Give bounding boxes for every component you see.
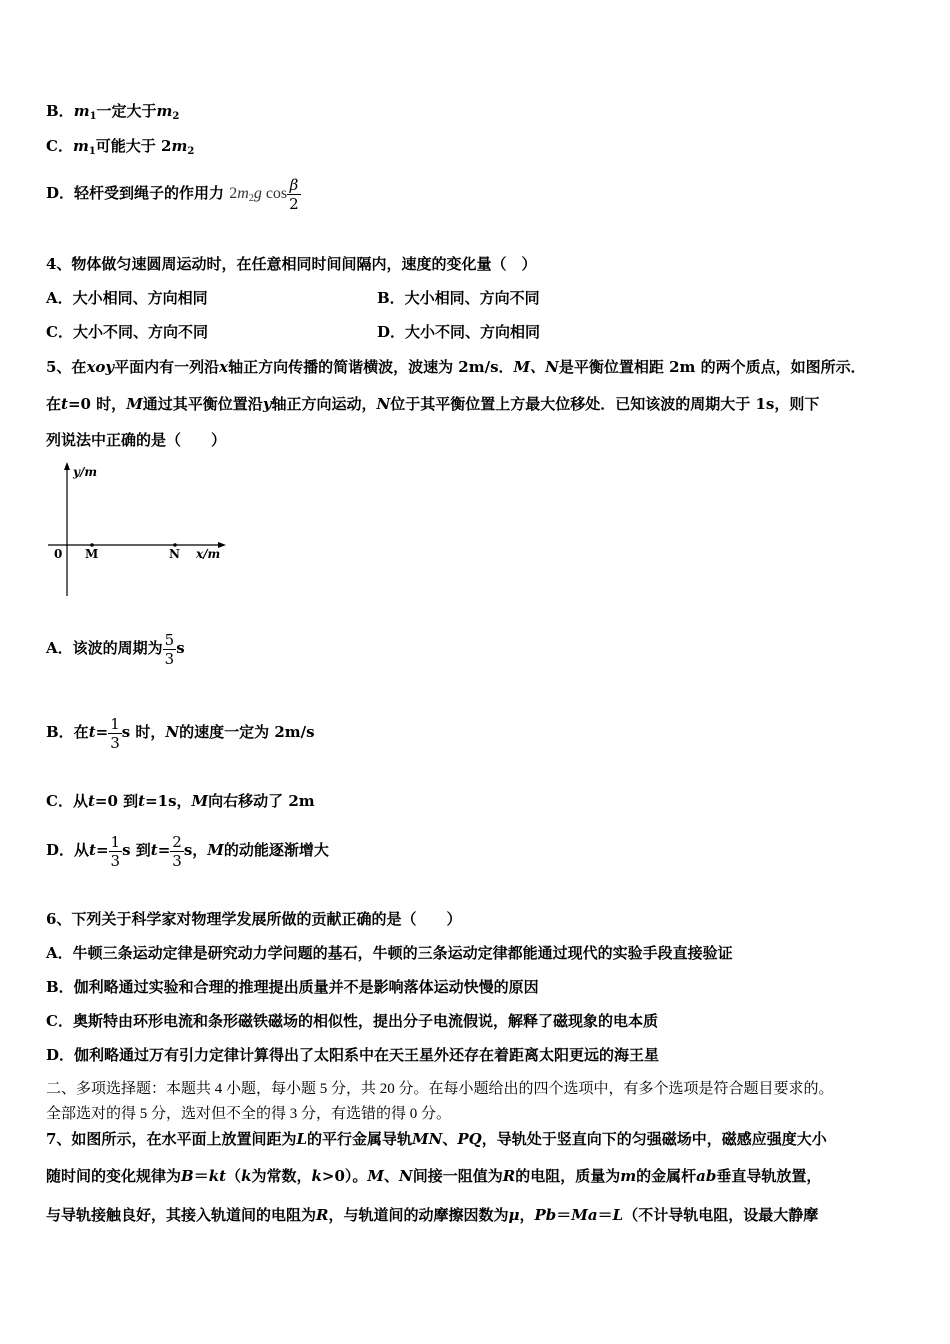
y-axis-arrow (64, 462, 70, 470)
force-formula: $2m_2g$ cos (229, 185, 288, 204)
label-n: N (169, 547, 180, 561)
q5-stem-line3: 列说法中正确的是（ ） (46, 431, 227, 449)
time-fraction-b: $\frac{1}{3}$ (110, 714, 120, 752)
y-axis-label: y/m (73, 465, 98, 479)
q5-option-c: C．从t=0 到t=1s，M向右移动了 2m (46, 792, 315, 810)
q4-stem: 4、物体做匀速圆周运动时，在任意相同时间间隔内，速度的变化量（ ） (46, 255, 537, 273)
time-fraction-d2: $\frac{2}{3}$ (172, 832, 182, 870)
q4-option-c: C．大小不同、方向不同 (46, 323, 208, 341)
q6-option-a: A．牛顿三条运动定律是研究动力学问题的基石，牛顿的三条运动定律都能通过现代的实验手段直接验证 (46, 944, 733, 962)
q7-stem-line1: 7、如图所示，在水平面上放置间距为L的平行金属导轨MN、PQ，导轨处于竖直向下的匀强磁场中，磁感应强度大小 (46, 1130, 827, 1148)
q4-option-b: B．大小相同、方向不同 (377, 289, 540, 307)
q6-option-c: C．奥斯特由环形电流和条形磁铁磁场的相似性，提出分子电流假说，解释了磁现象的电本质 (46, 1012, 658, 1030)
q4-option-a: A．大小相同、方向相同 (46, 289, 208, 307)
q5-option-b: B．在t= $\frac{1}{3}$ s 时，N的速度一定为 2m/s (46, 714, 315, 752)
q3-option-c: C．$m_1$可能大于 $2m_2$ (46, 137, 195, 157)
wave-figure (44, 458, 234, 603)
q5-stem-line1: 5、在xoy平面内有一列沿x轴正方向传播的简谐横波，波速为 2m/s．M、N是平衡位置相距 2m 的两个质点，如图所示． (46, 358, 866, 376)
q6-option-b: B．伽利略通过实验和合理的推理提出质量并不是影响落体运动快慢的原因 (46, 978, 539, 996)
beta-half-fraction: $\frac{\beta}{2}$ (289, 175, 299, 213)
q3-option-d: D．轻杆受到绳子的作用力 $2m_2g$ cos $\frac{\beta}{2}$ (46, 175, 299, 213)
origin-label: 0 (54, 547, 63, 561)
q5-option-a: A．该波的周期为 $\frac{5}{3}$ s (46, 630, 185, 668)
label-m: M (85, 547, 99, 561)
q6-option-d: D．伽利略通过万有引力定律计算得出了太阳系中在天王星外还存在着距离太阳更远的海王星 (46, 1046, 660, 1064)
q4-option-d: D．大小不同、方向相同 (377, 323, 541, 341)
section2-heading-line1: 二、多项选择题：本题共 4 小题，每小题 5 分，共 20 分。在每小题给出的四个选项中，有多个选项是符合题目要求的。 (46, 1081, 834, 1097)
time-fraction-d1: $\frac{1}{3}$ (110, 832, 121, 870)
q7-stem-line3: 与导轨接触良好，其接入轨道间的电阻为R，与轨道间的动摩擦因数为μ，Pb＝Ma＝L（不计导轨电阻，设最大静摩 (46, 1206, 819, 1224)
section2-heading-line2: 全部选对的得 5 分，选对但不全的得 3 分，有选错的得 0 分。 (46, 1106, 452, 1122)
q5-stem-line2: 在t=0 时，M通过其平衡位置沿y轴正方向运动，N位于其平衡位置上方最大位移处．已知该波的周期大于 1s，则下 (46, 395, 820, 413)
x-axis-label: x/m (196, 547, 221, 561)
q6-stem: 6、下列关于科学家对物理学发展所做的贡献正确的是（ ） (46, 910, 462, 928)
q3-option-b: B．$m_1$一定大于$m_2$ (46, 102, 180, 122)
q5-option-d: D．从t= $\frac{1}{3}$ s 到t= $\frac{2}{3}$ s，M的动能逐渐增大 (46, 832, 329, 870)
period-fraction: $\frac{5}{3}$ (164, 630, 175, 668)
q7-stem-line2: 随时间的变化规律为B＝kt（k为常数，k>0）。M、N间接一阻值为R的电阻，质量为m的金属杆ab垂直导轨放置， (46, 1167, 822, 1185)
